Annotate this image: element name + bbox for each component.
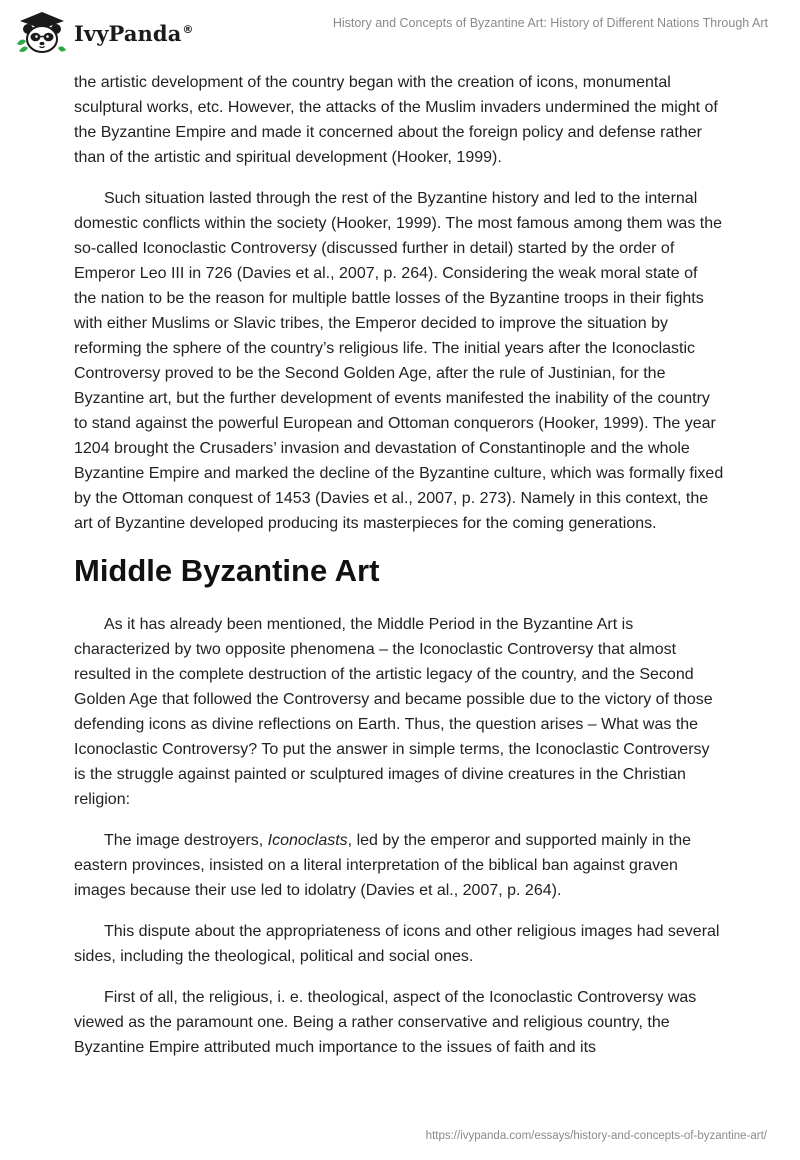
paragraph: First of all, the religious, i. e. theological, aspect of the Iconoclastic Controversy was viewed as the paramount one. Being a rather conservative and religious country, the Byzantine Empire attributed much importance to the issues of faith and its — [74, 989, 697, 1056]
ivypanda-logo[interactable] — [14, 8, 194, 56]
quote-rest: , led by the emperor and supported mainly in the eastern provinces, insisted on a literal interpretation of the biblical ban against graven images because their use led to idolatry (Davies et al., 2007, p. 264). — [74, 832, 691, 899]
quote-lead: The image destroyers, — [104, 832, 268, 849]
panda-graduate-icon — [14, 8, 70, 56]
section-heading: Middle Byzantine Art — [74, 553, 380, 588]
paragraph: the artistic development of the country began with the creation of icons, monumental sculptural works, etc. However, the attacks of the Muslim invaders undermined the might of the Byzantine Empire and made it concerned about the foreign policy and defense rather than of the artistic and spiritual development (Hooker, 1999). — [74, 74, 718, 166]
quote-emphasis: Iconoclasts — [267, 832, 348, 849]
paragraph: This dispute about the appropriateness of icons and other religious images had several sides, including the theological, political and social ones. — [74, 923, 720, 965]
running-title: History and Concepts of Byzantine Art: History of Different Nations Through Art — [332, 16, 768, 30]
logo-name: IvyPanda — [74, 20, 182, 46]
logo-wordmark — [74, 21, 194, 46]
page-header — [0, 0, 800, 62]
paragraph: As it has already been mentioned, the Middle Period in the Byzantine Art is characterized by two opposite phenomena – the Iconoclastic Controversy that almost resulted in the complete destruction of the artistic legacy of the country, and the Second Golden Age that followed the Controversy and became possible due to the victory of those defending icons as divine reflections on Earth. Thus, the question arises – What was the Iconoclastic Controversy? To put the answer in simple terms, the Iconoclastic Controversy is the struggle against painted or sculptured images of divine creatures in the Christian religion: — [74, 616, 713, 808]
essay-content — [74, 70, 724, 1076]
registered-mark: ® — [182, 22, 194, 36]
quote-paragraph — [74, 828, 724, 903]
paragraph: Such situation lasted through the rest of the Byzantine history and led to the internal domestic conflicts within the society (Hooker, 1999). The most famous among them was the so-called Iconoclastic Controversy (discussed further in detail) started by the order of Emperor Leo III in 726 (Davies et al., 2007, p. 264). Considering the weak moral state of the nation to be the reason for multiple battle losses of the Byzantine troops in their fights with either Muslims or Slavic tribes, the Emperor decided to improve the situation by reforming the sphere of the country’s religious life. The initial years after the Iconoclastic Controversy proved to be the Second Golden Age, after the rule of Justinian, for the Byzantine art, but the further development of events manifested the inability of the country to stand against the powerful European and Ottoman conquerors (Hooker, 1999). The year 1204 brought the Crusaders’ invasion and devastation of Constantinople and the whole Byzantine Empire and marked the decline of the Byzantine culture, which was formally fixed by the Ottoman conquest of 1453 (Davies et al., 2007, p. 273). Namely in this context, the art of Byzantine developed producing its masterpieces for the coming generations. — [74, 190, 724, 532]
source-url[interactable]: https://ivypanda.com/essays/history-and-concepts-of-byzantine-art/ — [425, 1130, 767, 1142]
